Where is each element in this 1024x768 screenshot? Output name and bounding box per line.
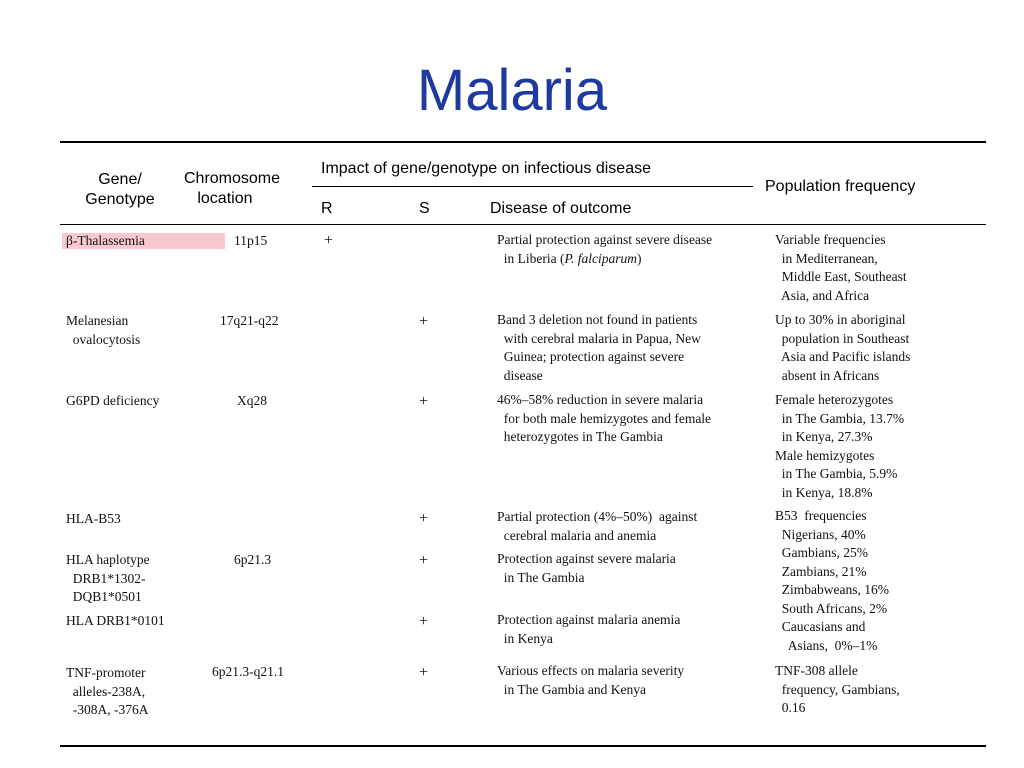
r-mark: + bbox=[324, 232, 334, 249]
chromosome-cell: 6p21.3-q21.1 bbox=[212, 664, 284, 679]
outcome-close: ) bbox=[637, 250, 642, 266]
outcome-cell: Band 3 deletion not found in patients with cerebral malaria in Papua, New Guinea; protection against severe disease bbox=[497, 312, 701, 383]
header-s: S bbox=[419, 200, 430, 217]
header-gene-genotype: Gene/ Genotype bbox=[85, 171, 155, 208]
header-impact: Impact of gene/genotype on infectious disease bbox=[321, 160, 651, 177]
s-mark: + bbox=[419, 313, 429, 330]
chromosome-cell: 17q21-q22 bbox=[220, 313, 279, 328]
outcome-species: P. falciparum bbox=[564, 250, 637, 266]
gene-cell: HLA haplotype DRB1*1302- DQB1*0501 bbox=[66, 552, 150, 604]
s-mark: + bbox=[419, 664, 429, 681]
outcome-cell: 46%–58% reduction in severe malaria for both male hemizygotes and female heterozygotes in The Gambia bbox=[497, 392, 712, 444]
impact-header-rule bbox=[312, 186, 753, 187]
gene-cell: β-Thalassemia bbox=[66, 233, 145, 248]
slide-title: Malaria bbox=[416, 58, 608, 123]
chromosome-cell: 11p15 bbox=[234, 233, 268, 248]
header-chromosome-location: Chromosome location bbox=[184, 170, 281, 207]
header-r: R bbox=[321, 200, 333, 217]
outcome-cell: Partial protection (4%–50%) against cerebral malaria and anemia bbox=[497, 509, 698, 543]
outcome-cell: Protection against malaria anemia in Kenya bbox=[497, 612, 681, 646]
table-bottom-rule bbox=[60, 745, 986, 747]
outcome-text: Partial protection against severe disease in Liberia ( bbox=[497, 232, 713, 266]
header-population-frequency: Population frequency bbox=[765, 178, 916, 195]
gene-cell: TNF-promoter alleles-238A, -308A, -376A bbox=[66, 665, 149, 717]
outcome-cell bbox=[497, 231, 712, 268]
population-cell: TNF-308 allele frequency, Gambians, 0.16 bbox=[775, 663, 900, 715]
table-top-rule bbox=[60, 141, 986, 143]
s-mark: + bbox=[419, 510, 429, 527]
outcome-cell: Various effects on malaria severity in The Gambia and Kenya bbox=[497, 663, 685, 697]
population-cell: B53 frequencies Nigerians, 40% Gambians, 25% Zambians, 21% Zimbabweans, 16% South Africans, 2% Caucasians and Asians, 0%–1% bbox=[775, 508, 889, 653]
gene-cell: G6PD deficiency bbox=[66, 393, 160, 408]
s-mark: + bbox=[419, 393, 429, 410]
chromosome-cell: Xq28 bbox=[237, 393, 267, 408]
outcome-cell: Protection against severe malaria in The Gambia bbox=[497, 551, 676, 585]
population-cell: Female heterozygotes in The Gambia, 13.7% in Kenya, 27.3% Male hemizygotes in The Gambia, 5.9% in Kenya, 18.8% bbox=[775, 392, 905, 500]
header-bottom-rule bbox=[60, 224, 986, 225]
chromosome-cell: 6p21.3 bbox=[234, 552, 272, 567]
s-mark: + bbox=[419, 552, 429, 569]
header-disease-outcome: Disease of outcome bbox=[490, 200, 632, 217]
gene-cell: Melanesian ovalocytosis bbox=[66, 313, 141, 347]
population-cell: Up to 30% in aboriginal population in Southeast Asia and Pacific islands absent in Africans bbox=[775, 312, 911, 383]
population-cell: Variable frequencies in Mediterranean, Middle East, Southeast Asia, and Africa bbox=[775, 232, 907, 303]
gene-cell: HLA-B53 bbox=[66, 511, 121, 526]
gene-cell: HLA DRB1*0101 bbox=[66, 613, 165, 628]
s-mark: + bbox=[419, 613, 429, 630]
